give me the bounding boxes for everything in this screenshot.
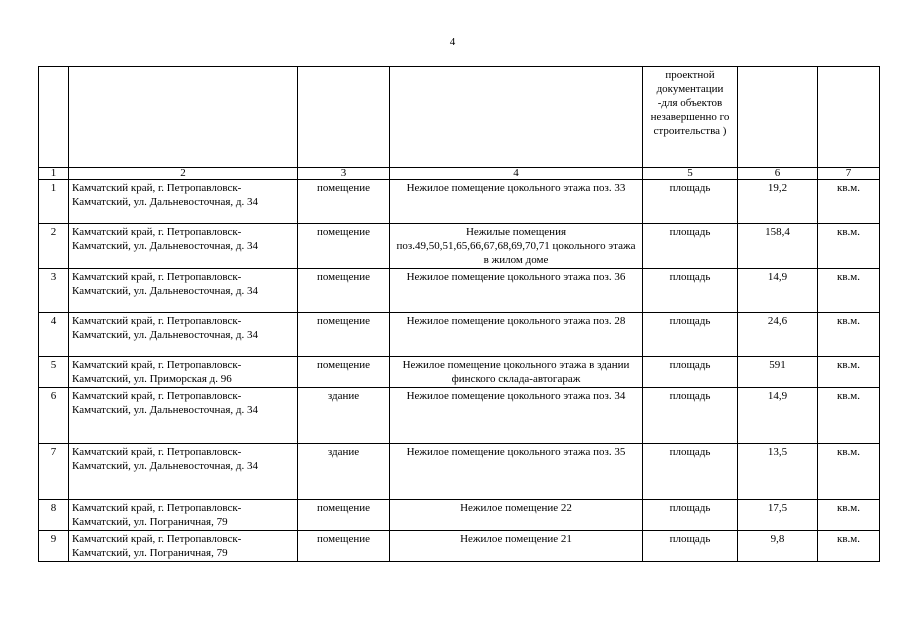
table-row bbox=[39, 180, 880, 224]
unit-cell: кв.м. bbox=[818, 269, 880, 313]
unit-cell: кв.м. bbox=[818, 313, 880, 357]
table-row bbox=[39, 357, 880, 388]
unit-cell: кв.м. bbox=[818, 357, 880, 388]
description-cell: Нежилые помещения поз.49,50,51,65,66,67,68,69,70,71 цокольного этажа в жилом доме bbox=[390, 224, 643, 269]
column-number: 3 bbox=[298, 168, 390, 180]
row-number: 8 bbox=[39, 500, 69, 531]
address-cell: Камчатский край, г. Петропавловск-Камчатский, ул. Дальневосточная, д. 34 bbox=[69, 224, 298, 269]
object-type-cell: помещение bbox=[298, 500, 390, 531]
value-cell: 158,4 bbox=[738, 224, 818, 269]
characteristic-cell: площадь bbox=[643, 224, 738, 269]
row-number: 4 bbox=[39, 313, 69, 357]
address-cell: Камчатский край, г. Петропавловск-Камчатский, ул. Дальневосточная, д. 34 bbox=[69, 180, 298, 224]
row-number: 1 bbox=[39, 180, 69, 224]
object-type-cell: здание bbox=[298, 388, 390, 444]
column-number: 7 bbox=[818, 168, 880, 180]
header-cell-4 bbox=[390, 67, 643, 168]
unit-cell: кв.м. bbox=[818, 500, 880, 531]
table-row bbox=[39, 388, 880, 444]
characteristic-cell: площадь bbox=[643, 313, 738, 357]
address-cell: Камчатский край, г. Петропавловск-Камчатский, ул. Пограничная, 79 bbox=[69, 500, 298, 531]
value-cell: 17,5 bbox=[738, 500, 818, 531]
object-type-cell: помещение bbox=[298, 180, 390, 224]
object-type-cell: помещение bbox=[298, 357, 390, 388]
header-cell-6 bbox=[738, 67, 818, 168]
address-cell: Камчатский край, г. Петропавловск-Камчатский, ул. Дальневосточная, д. 34 bbox=[69, 444, 298, 500]
table-row bbox=[39, 269, 880, 313]
value-cell: 14,9 bbox=[738, 388, 818, 444]
table-row bbox=[39, 313, 880, 357]
value-cell: 19,2 bbox=[738, 180, 818, 224]
address-cell: Камчатский край, г. Петропавловск-Камчатский, ул. Приморская д. 96 bbox=[69, 357, 298, 388]
table-row bbox=[39, 224, 880, 269]
header-cell-1 bbox=[39, 67, 69, 168]
column-number: 2 bbox=[69, 168, 298, 180]
row-number: 7 bbox=[39, 444, 69, 500]
address-cell: Камчатский край, г. Петропавловск-Камчатский, ул. Пограничная, 79 bbox=[69, 531, 298, 562]
value-cell: 14,9 bbox=[738, 269, 818, 313]
column-number-row bbox=[39, 168, 880, 180]
table-row bbox=[39, 500, 880, 531]
characteristic-cell: площадь bbox=[643, 180, 738, 224]
row-number: 2 bbox=[39, 224, 69, 269]
description-cell: Нежилое помещение цокольного этажа поз. 35 bbox=[390, 444, 643, 500]
column-number: 5 bbox=[643, 168, 738, 180]
value-cell: 24,6 bbox=[738, 313, 818, 357]
row-number: 9 bbox=[39, 531, 69, 562]
row-number: 3 bbox=[39, 269, 69, 313]
characteristic-cell: площадь bbox=[643, 357, 738, 388]
object-type-cell: помещение bbox=[298, 313, 390, 357]
table-row bbox=[39, 444, 880, 500]
description-cell: Нежилое помещение цокольного этажа поз. 36 bbox=[390, 269, 643, 313]
description-cell: Нежилое помещение 21 bbox=[390, 531, 643, 562]
column-number: 6 bbox=[738, 168, 818, 180]
object-type-cell: помещение bbox=[298, 224, 390, 269]
header-cell-7 bbox=[818, 67, 880, 168]
characteristic-cell: площадь bbox=[643, 269, 738, 313]
table-row bbox=[39, 531, 880, 562]
row-number: 6 bbox=[39, 388, 69, 444]
header-cell-5-text: проектной документации -для объектов незавершенно го строительства ) bbox=[650, 69, 730, 137]
header-cell-2 bbox=[69, 67, 298, 168]
property-table bbox=[38, 66, 880, 562]
address-cell: Камчатский край, г. Петропавловск-Камчатский, ул. Дальневосточная, д. 34 bbox=[69, 313, 298, 357]
description-cell: Нежилое помещение 22 bbox=[390, 500, 643, 531]
unit-cell: кв.м. bbox=[818, 531, 880, 562]
object-type-cell: помещение bbox=[298, 531, 390, 562]
page-number: 4 bbox=[449, 36, 456, 48]
column-number: 4 bbox=[390, 168, 643, 180]
unit-cell: кв.м. bbox=[818, 224, 880, 269]
address-cell: Камчатский край, г. Петропавловск-Камчатский, ул. Дальневосточная, д. 34 bbox=[69, 269, 298, 313]
characteristic-cell: площадь bbox=[643, 531, 738, 562]
row-number: 5 bbox=[39, 357, 69, 388]
characteristic-cell: площадь bbox=[643, 444, 738, 500]
value-cell: 9,8 bbox=[738, 531, 818, 562]
unit-cell: кв.м. bbox=[818, 444, 880, 500]
description-cell: Нежилое помещение цокольного этажа поз. 34 bbox=[390, 388, 643, 444]
characteristic-cell: площадь bbox=[643, 388, 738, 444]
unit-cell: кв.м. bbox=[818, 388, 880, 444]
value-cell: 13,5 bbox=[738, 444, 818, 500]
header-cell-3 bbox=[298, 67, 390, 168]
description-cell: Нежилое помещение цокольного этажа в здании финского склада-автогараж bbox=[390, 357, 643, 388]
column-number: 1 bbox=[39, 168, 69, 180]
value-cell: 591 bbox=[738, 357, 818, 388]
object-type-cell: здание bbox=[298, 444, 390, 500]
characteristic-cell: площадь bbox=[643, 500, 738, 531]
unit-cell: кв.м. bbox=[818, 180, 880, 224]
description-cell: Нежилое помещение цокольного этажа поз. 28 bbox=[390, 313, 643, 357]
address-cell: Камчатский край, г. Петропавловск-Камчатский, ул. Дальневосточная, д. 34 bbox=[69, 388, 298, 444]
description-cell: Нежилое помещение цокольного этажа поз. 33 bbox=[390, 180, 643, 224]
object-type-cell: помещение bbox=[298, 269, 390, 313]
header-row bbox=[39, 67, 880, 168]
header-cell-5 bbox=[643, 67, 738, 168]
